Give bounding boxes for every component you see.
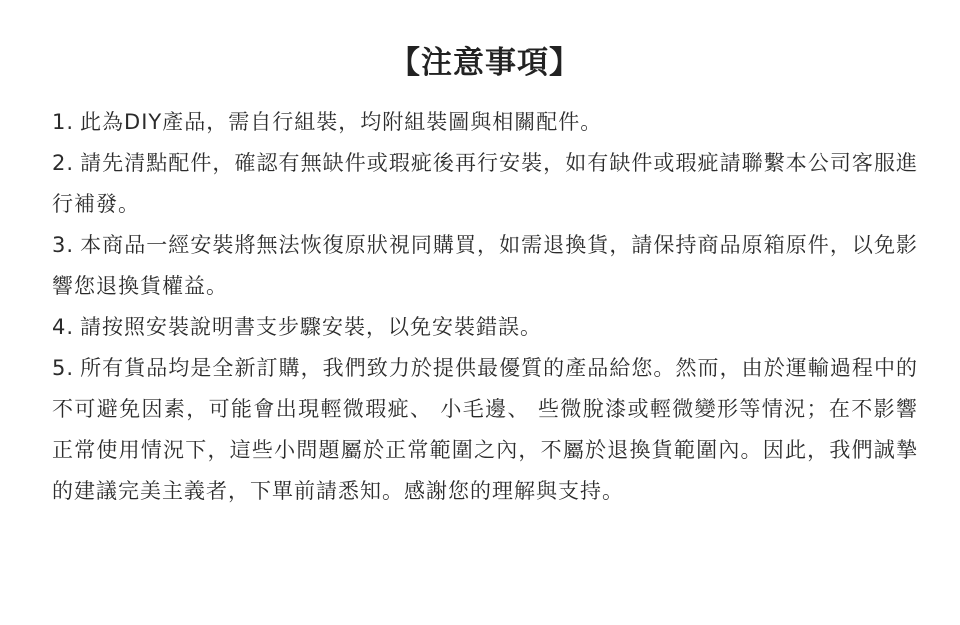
notice-list bbox=[52, 102, 918, 512]
list-item bbox=[52, 348, 918, 512]
item-number: 3. bbox=[52, 233, 75, 257]
item-number: 5. bbox=[52, 356, 75, 380]
page-title: 【注意事項】 bbox=[389, 45, 581, 81]
item-text: 請按照安裝說明書支步驟安裝，以免安裝錯誤。 bbox=[80, 315, 543, 339]
list-item bbox=[52, 225, 918, 307]
item-text: 本商品一經安裝將無法恢復原狀視同購買，如需退換貨，請保持商品原箱原件，以免影響您退換貨權益。 bbox=[52, 233, 918, 298]
item-number: 1. bbox=[52, 110, 75, 134]
notice-section bbox=[52, 40, 918, 512]
item-text: 此為DIY產品，需自行組裝，均附組裝圖與相關配件。 bbox=[80, 110, 603, 134]
item-number: 4. bbox=[52, 315, 75, 339]
item-number: 2. bbox=[52, 151, 75, 175]
list-item bbox=[52, 307, 918, 348]
item-text: 請先清點配件，確認有無缺件或瑕疵後再行安裝，如有缺件或瑕疵請聯繫本公司客服進行補發。 bbox=[52, 151, 918, 216]
list-item bbox=[52, 102, 918, 143]
list-item bbox=[52, 143, 918, 225]
item-text: 所有貨品均是全新訂購，我們致力於提供最優質的產品給您。然而，由於運輸過程中的不可避免因素，可能會出現輕微瑕疵、 小毛邊、 些微脫漆或輕微變形等情況；在不影響正常使用情況下，這些小問題屬於正常範圍之內，不屬於退換貨範圍內。因此，我們誠摯的建議完美主義者，下單前請悉知。感謝您的理解與支持。 bbox=[52, 356, 918, 503]
